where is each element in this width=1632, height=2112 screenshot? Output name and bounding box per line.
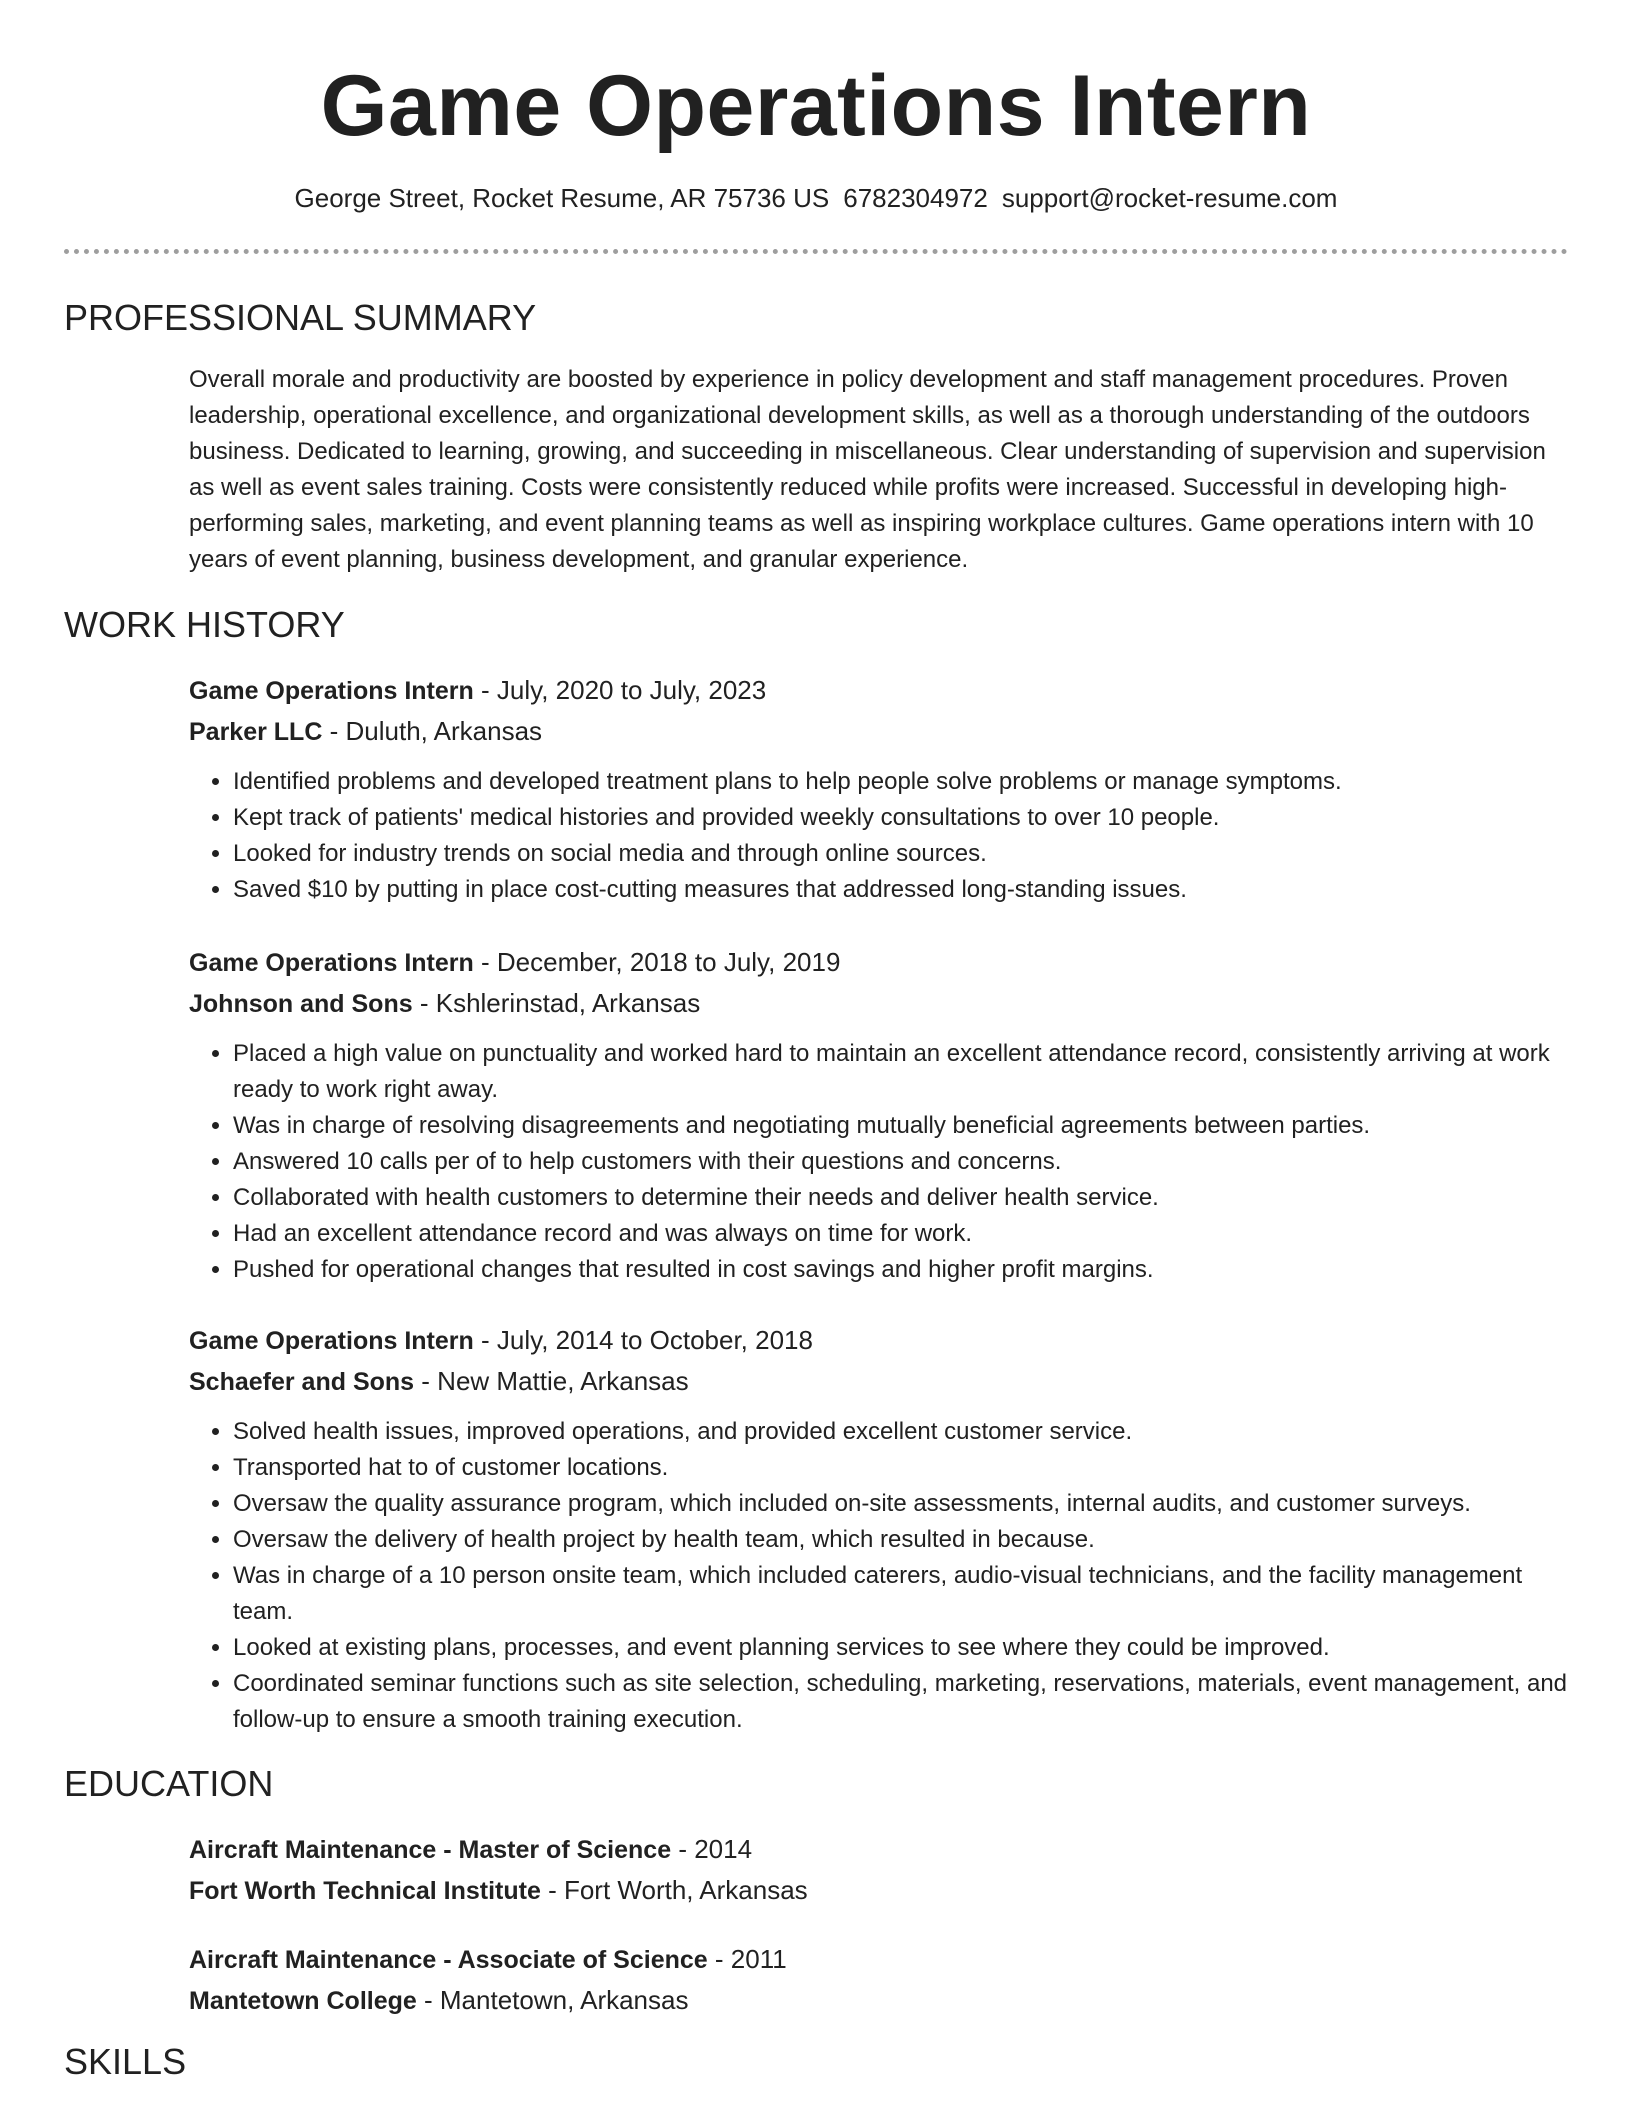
duty-item: • Was in charge of a 10 person onsite team, which included caterers, audio-visual technicians, and the facility management team. — [233, 1558, 1569, 1630]
education-degree: Aircraft Maintenance - Associate of Science — [189, 1946, 708, 1974]
job-role: Game Operations Intern — [189, 677, 474, 705]
job-title-line — [189, 670, 1569, 711]
section-title-work-history: WORK HISTORY — [64, 604, 345, 645]
duty-item: • Pushed for operational changes that resulted in cost savings and higher profit margins. — [233, 1252, 1569, 1288]
duty-list — [189, 1036, 1569, 1288]
section-title-education: EDUCATION — [64, 1763, 274, 1804]
section-title-summary: PROFESSIONAL SUMMARY — [64, 297, 537, 338]
education-school: Fort Worth Technical Institute — [189, 1877, 541, 1905]
duty-item: • Placed a high value on punctuality and worked hard to maintain an excellent attendance record, consistently arriving at work ready to work right away. — [233, 1036, 1569, 1108]
contact-email: support@rocket-resume.com — [1001, 183, 1338, 213]
job-entry — [189, 1320, 1569, 1738]
job-company-line — [189, 983, 1569, 1024]
duty-item: • Looked at existing plans, processes, and event planning services to see where they could be improved. — [233, 1630, 1569, 1666]
candidate-name: Game Operations Intern — [320, 58, 1312, 154]
contact-phone: 6782304972 — [843, 183, 988, 213]
job-location: - Duluth, Arkansas — [322, 716, 543, 746]
job-company: Johnson and Sons — [189, 990, 413, 1018]
education-location: - Fort Worth, Arkansas — [540, 1875, 808, 1905]
duty-item: • Answered 10 calls per of to help customers with their questions and concerns. — [233, 1144, 1569, 1180]
education-degree: Aircraft Maintenance - Master of Science — [189, 1836, 672, 1864]
job-dates: - July, 2014 to October, 2018 — [473, 1325, 813, 1355]
duty-item: • Kept track of patients' medical histories and provided weekly consultations to over 10 people. — [233, 800, 1569, 836]
job-title-line — [189, 942, 1569, 983]
duty-item: • Coordinated seminar functions such as site selection, scheduling, marketing, reservations, materials, event management, and follow-up to ensure a smooth training execution. — [233, 1666, 1569, 1738]
education-year: - 2011 — [707, 1944, 787, 1974]
education-school-line — [189, 1870, 1569, 1911]
contact-address: George Street, Rocket Resume, AR 75736 US — [294, 183, 830, 213]
summary-text: Overall morale and productivity are boosted by experience in policy development and staff management procedures. Proven leadership, operational excellence, and organizational development skills, as well as a thorough understanding of the outdoors business. Dedicated to learning, growing, and succeeding in miscellaneous. Clear understanding of supervision and supervision as well as event sales training. Costs were consistently reduced while profits were increased. Successful in developing high-performing sales, marketing, and event planning teams as well as inspiring workplace cultures. Game operations intern with 10 years of event planning, business development, and granular experience. — [189, 366, 1546, 573]
job-company-line — [189, 1361, 1569, 1402]
education-entry — [189, 1829, 1569, 1911]
summary-block — [189, 362, 1569, 578]
section-title-skills: SKILLS — [64, 2041, 187, 2082]
job-company-line — [189, 711, 1569, 752]
education-school-line — [189, 1980, 1569, 2021]
job-dates: - December, 2018 to July, 2019 — [473, 947, 841, 977]
education-year: - 2014 — [671, 1834, 753, 1864]
job-role: Game Operations Intern — [189, 949, 474, 977]
duty-list — [189, 1414, 1569, 1738]
duty-item: • Saved $10 by putting in place cost-cutting measures that addressed long-standing issues. — [233, 872, 1569, 908]
job-dates: - July, 2020 to July, 2023 — [473, 675, 767, 705]
job-location: - New Mattie, Arkansas — [414, 1366, 689, 1396]
job-role: Game Operations Intern — [189, 1327, 474, 1355]
job-title-line — [189, 1320, 1569, 1361]
duty-item: • Solved health issues, improved operations, and provided excellent customer service. — [233, 1414, 1569, 1450]
job-company: Schaefer and Sons — [189, 1368, 415, 1396]
duty-list — [189, 764, 1569, 908]
duty-item: • Was in charge of resolving disagreements and negotiating mutually beneficial agreements between parties. — [233, 1108, 1569, 1144]
duty-item: • Oversaw the delivery of health project by health team, which resulted in because. — [233, 1522, 1569, 1558]
duty-item: • Collaborated with health customers to determine their needs and deliver health service. — [233, 1180, 1569, 1216]
education-degree-line — [189, 1829, 1569, 1870]
job-company: Parker LLC — [189, 718, 323, 746]
duty-item: • Looked for industry trends on social media and through online sources. — [233, 836, 1569, 872]
header-divider — [64, 249, 1568, 254]
duty-item: • Oversaw the quality assurance program, which included on-site assessments, internal audits, and customer surveys. — [233, 1486, 1569, 1522]
education-location: - Mantetown, Arkansas — [416, 1985, 689, 2015]
contact-line — [0, 180, 1632, 216]
education-degree-line — [189, 1939, 1569, 1980]
education-entry — [189, 1939, 1569, 2021]
job-entry — [189, 942, 1569, 1288]
duty-item: • Had an excellent attendance record and was always on time for work. — [233, 1216, 1569, 1252]
education-school: Mantetown College — [189, 1987, 417, 2015]
job-location: - Kshlerinstad, Arkansas — [412, 988, 701, 1018]
duty-item: • Transported hat to of customer locations. — [233, 1450, 1569, 1486]
duty-item: • Identified problems and developed treatment plans to help people solve problems or manage symptoms. — [233, 764, 1569, 800]
job-entry — [189, 670, 1569, 908]
